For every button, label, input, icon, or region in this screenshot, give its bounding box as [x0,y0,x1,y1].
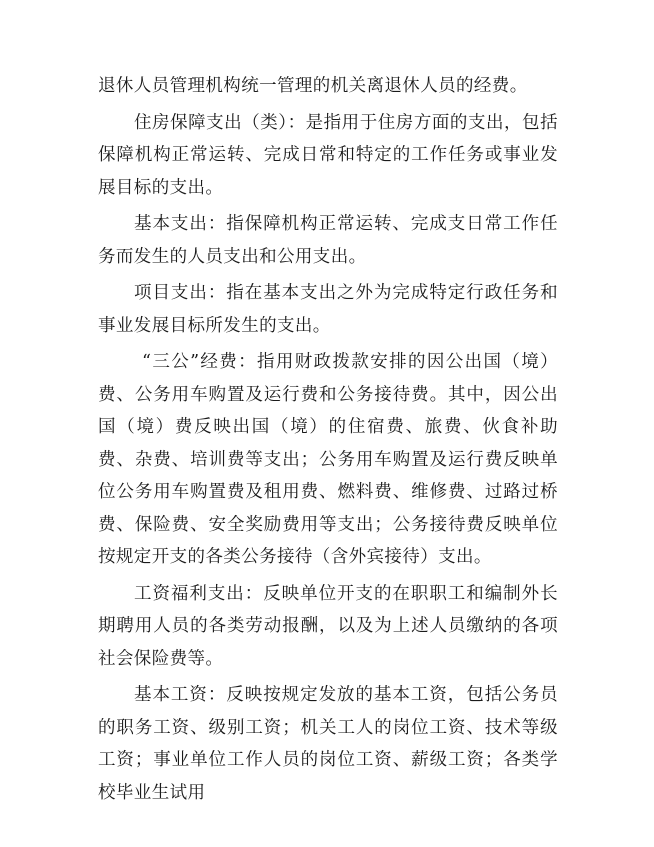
paragraph-basic-expenditure: 基本支出：指保障机构正常运转、完成支日常工作任务而发生的人员支出和公用支出。 [98,214,558,267]
paragraph-three-public-funds: “三公”经费：指用财政拨款安排的因公出国（境）费、公务用车购置及运行费和公务接待费。其中，因公出国（境）费反映出国（境）的住宿费、旅费、伙食补助费、杂费、培训费等支出；公务用车购置及运行费反映单位公务用车购置费及租用费、燃料费、维修费、过路过桥费、保险费、安全奖励费用等支出；公务接待费反映单位按规定开支的各类公务接待（含外宾接待）支出。 [98,352,558,567]
paragraph-housing-security: 住房保障支出（类）：是指用于住房方面的支出，包括保障机构正常运转、完成日常和特定的工作任务或事业发展目标的支出。 [98,112,558,198]
paragraph-retiree-funds: 退休人员管理机构统一管理的机关离退休人员的经费。 [98,76,528,96]
paragraph-project-expenditure: 项目支出：指在基本支出之外为完成特定行政任务和事业发展目标所发生的支出。 [98,283,558,336]
paragraph-basic-wage: 基本工资：反映按规定发放的基本工资，包括公务员的职务工资、级别工资；机关工人的岗位工资、技术等级工资；事业单位工作人员的岗位工资、薪级工资；各类学校毕业生试用 [98,685,558,803]
paragraph-wage-welfare: 工资福利支出：反映单位开支的在职职工和编制外长期聘用人员的各类劳动报酬，以及为上述人员缴纳的各项社会保险费等。 [98,583,558,669]
document-page [98,70,558,809]
